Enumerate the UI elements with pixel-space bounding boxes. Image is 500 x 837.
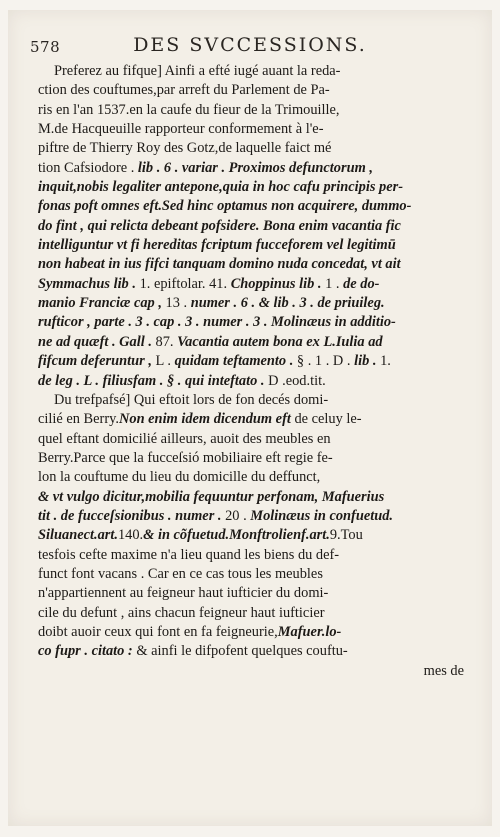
text-segment: 140.: [117, 527, 144, 544]
latin-citation: intelliguntur vt fi hereditas fcriptum fucceforem vel legitimū: [38, 237, 396, 254]
text-line: [38, 101, 470, 120]
text-line: [38, 468, 470, 487]
text-line: [38, 120, 470, 139]
text-line: [38, 372, 470, 391]
text-line: [38, 410, 470, 429]
latin-citation: fonas poft omnes eft.Sed hinc optamus non acquirere, dummo-: [38, 198, 412, 215]
text-segment: de celuy le-: [290, 411, 362, 428]
text-segment: 13 .: [165, 295, 191, 312]
text-segment: doibt auoir ceux qui font en fa feigneurie,: [38, 623, 278, 640]
latin-citation: de leg . L . filiusfam . § . qui inteftato .: [38, 372, 269, 389]
latin-citation: & in cõfuetud.Monftrolienf.art.: [143, 527, 330, 544]
latin-citation: numer . 6 . & lib . 3 . de priuileg.: [190, 295, 385, 312]
text-line: [38, 81, 470, 100]
text-segment: Berry.Parce que la fucceſsió mobiliaire eft regie fe-: [38, 449, 333, 466]
text-line: [38, 642, 470, 661]
text-segment: mes de: [423, 662, 464, 679]
text-line: [38, 565, 470, 584]
text-segment: Du trefpafsé] Qui eftoit lors de fon decés domi-: [54, 391, 329, 408]
text-line: [38, 604, 470, 623]
latin-citation: Molinæus in confuetud.: [250, 507, 394, 524]
latin-citation: Symmachus lib .: [38, 275, 140, 292]
text-segment: cile du defunt , ains chacun feigneur haut iufticier: [38, 604, 325, 621]
latin-citation: Vacantia autem bona ex L.Iulia ad: [177, 333, 383, 350]
text-line: [38, 294, 470, 313]
latin-citation: tit . de fucceſsionibus . numer .: [38, 507, 226, 524]
text-segment: cilié en Berry.: [38, 411, 119, 428]
text-segment: Preferez au fifque] Ainfi a efté iugé auant la reda-: [54, 63, 341, 79]
text-line: [38, 178, 470, 197]
text-line: [38, 352, 470, 371]
page-number: 578: [30, 38, 61, 56]
latin-citation: Choppinus lib .: [230, 275, 326, 292]
text-line: [38, 662, 470, 681]
latin-citation: Non enim idem dicendum eft: [118, 411, 291, 428]
text-segment: § . 1 . D .: [296, 353, 355, 370]
text-line: [38, 139, 470, 158]
latin-citation: co fupr . citato :: [38, 643, 137, 660]
text-segment: L .: [155, 353, 175, 370]
text-line: [38, 507, 470, 526]
text-line: [38, 391, 470, 410]
latin-citation: do fint , qui relicta debeant pofsidere. Bona enim vacantia fic: [38, 217, 401, 234]
text-segment: lon la couftume du lieu du domicille du deffunct,: [38, 469, 321, 486]
latin-citation: Mafuer.lo-: [277, 623, 342, 640]
text-segment: 20 .: [225, 507, 251, 524]
text-segment: M.de Hacqueuille rapporteur conformement à l'e-: [38, 121, 324, 138]
text-line: [38, 546, 470, 565]
text-segment: tesfois cefte maxime n'a lieu quand les biens du def-: [38, 546, 340, 563]
text-segment: piftre de Thierry Roy des Gotz,de laquelle faict mé: [38, 140, 332, 157]
text-segment: funct font vacans . Car en ce cas tous les meubles: [38, 565, 323, 582]
text-line: [38, 449, 470, 468]
latin-citation: ne ad quæft . Gall .: [38, 333, 156, 350]
text-line: [38, 623, 470, 642]
latin-citation: manio Franciæ cap ,: [38, 295, 166, 312]
text-line: [38, 313, 470, 332]
text-segment: 87.: [155, 333, 178, 350]
latin-citation: Siluanect.art.: [38, 527, 118, 544]
text-segment: 9.Tou: [329, 527, 363, 544]
page-header: [30, 34, 470, 60]
text-segment: tion Cafsiodore .: [38, 159, 138, 176]
text-line: [38, 236, 470, 255]
body-text: [38, 62, 470, 681]
text-line: [38, 62, 470, 81]
text-line: [38, 488, 470, 507]
latin-citation: fifcum deferuntur ,: [38, 353, 156, 370]
latin-citation: lib . 6 . variar . Proximos defunctorum ,: [137, 159, 373, 176]
running-title: DES SVCCESSIONS.: [133, 34, 367, 56]
text-line: [38, 430, 470, 449]
text-segment: D .eod.tit.: [268, 372, 326, 389]
text-segment: & ainfi le difpofent quelques couftu-: [136, 643, 348, 660]
text-segment: n'appartiennent au feigneur haut iufticier du domi-: [38, 585, 329, 602]
latin-citation: lib .: [354, 353, 381, 370]
latin-citation: inquit,nobis legaliter antepone,quia in hoc cafu principis per-: [38, 179, 404, 196]
text-segment: ris en l'an 1537.en la caufe du fieur de la Trimouille,: [38, 101, 340, 118]
text-line: [38, 526, 470, 545]
text-line: [38, 197, 470, 216]
text-line: [38, 584, 470, 603]
latin-citation: rufticor , parte . 3 . cap . 3 . numer . 3 . Molinæus in additio-: [38, 314, 396, 331]
latin-citation: & vt vulgo dicitur,mobilia fequuntur perfonam, Mafuerius: [38, 488, 385, 505]
text-line: [38, 217, 470, 236]
text-line: [38, 275, 470, 294]
text-line: [38, 159, 470, 178]
text-line: [38, 255, 470, 274]
latin-citation: quidam teftamento .: [174, 353, 297, 370]
text-segment: 1. epiftolar. 41.: [139, 275, 231, 292]
latin-citation: de do-: [343, 275, 380, 292]
text-segment: 1 .: [325, 275, 344, 292]
text-segment: quel eftant domicilié ailleurs, auoit des meubles en: [38, 430, 331, 447]
text-line: [38, 333, 470, 352]
latin-citation: non habeat in ius fifci tanquam domino nuda concedat, vt ait: [38, 256, 401, 273]
text-segment: 1.: [380, 353, 391, 370]
text-segment: ction des couftumes,par arreft du Parlement de Pa-: [38, 82, 330, 99]
